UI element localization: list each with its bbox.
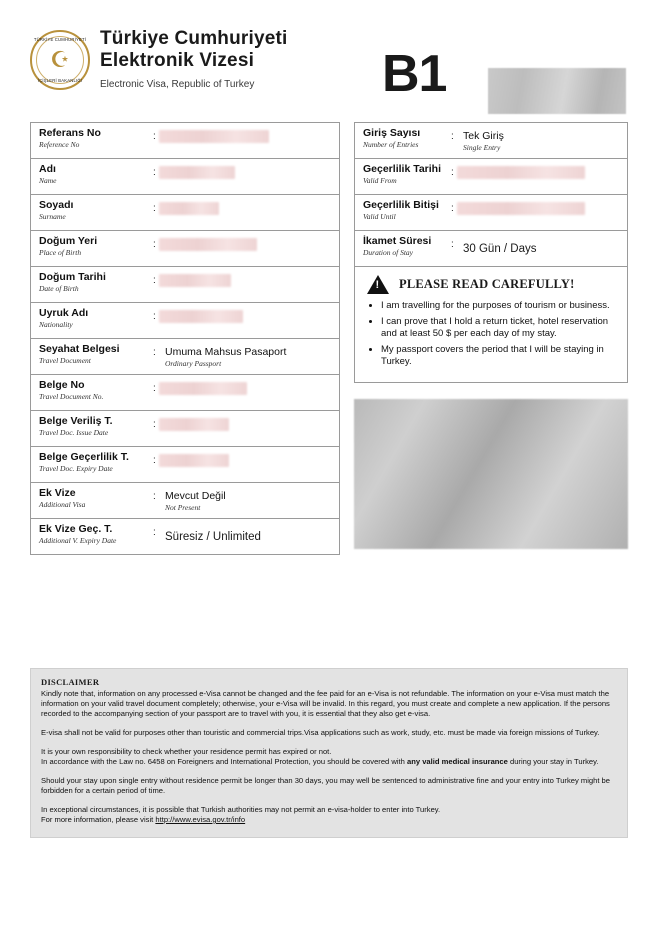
field-row — [355, 159, 627, 195]
field-value-tr: Umuma Mahsus Pasaport — [165, 345, 287, 358]
field-label-tr: İkamet Süresi — [363, 235, 432, 247]
field-label — [31, 375, 151, 410]
disclaimer-paragraph: Kindly note that, information on any processed e-Visa cannot be changed and the fee paid for an e-Visa is not refundable. The information on your e-Visa must match the information on your valid travel document completely; otherwise, your e-Visa will be invalid. In this regard, you must create and complete a new application. If the persons recorded to the accompanying section of your passport are to travel with you, it is essential that they also get e-visa. — [41, 689, 610, 718]
exception-line-1: In exceptional circumstances, it is possible that Turkish authorities may not permit an e-visa-holder to enter into Turkey. — [41, 805, 441, 814]
field-label-tr: Giriş Sayısı — [363, 127, 421, 139]
field-value-en: Not Present — [165, 502, 201, 512]
field-label — [31, 339, 151, 374]
field-value — [449, 231, 627, 266]
field-label — [355, 123, 449, 158]
field-label-tr: Soyadı — [39, 199, 74, 211]
field-label-en: Travel Doc. Expiry Date — [39, 464, 113, 473]
visa-details-table — [354, 122, 628, 267]
exception-line-2-prefix: For more information, please visit — [41, 815, 156, 824]
field-label — [31, 303, 151, 338]
field-label-tr: Seyahat Belgesi — [39, 343, 120, 355]
field-row — [31, 375, 339, 411]
field-label-en: Travel Doc. Issue Date — [39, 428, 109, 437]
title-line-2: Elektronik Vizesi — [100, 50, 255, 71]
field-label-tr: Adı — [39, 163, 56, 175]
disclaimer-title: DISCLAIMER — [41, 677, 100, 687]
disclaimer-stay-paragraph: Should your stay upon single entry without residence permit be longer than 30 days, you may well be sentenced to administrative fine and your entry into Turkey might be forbidden for a certain period of time. — [41, 776, 611, 795]
value-colon: : — [153, 383, 156, 394]
right-column — [354, 122, 628, 549]
value-colon: : — [153, 167, 156, 178]
value-colon: : — [153, 347, 156, 358]
evisa-info-link[interactable]: http://www.evisa.gov.tr/info — [155, 815, 246, 824]
field-label-tr: Ek Vize Geç. T. — [39, 523, 113, 535]
field-label-en: Travel Document No. — [39, 392, 104, 401]
personal-details-table — [30, 122, 340, 555]
field-label — [355, 195, 449, 230]
redacted-value — [159, 310, 243, 323]
field-value — [151, 123, 339, 158]
field-value — [449, 123, 627, 158]
redacted-value — [159, 166, 235, 179]
value-colon: : — [153, 239, 156, 250]
field-label — [31, 123, 151, 158]
warning-header — [363, 275, 619, 294]
seal-bottom-text: İÇİŞLERİ BAKANLIĞI — [37, 78, 83, 83]
field-row — [31, 483, 339, 519]
warning-list-item: • I can prove that I hold a return ticket, hotel reservation and at least 50 $ per each day of my stay. — [381, 316, 619, 341]
value-colon: : — [153, 527, 156, 538]
disclaimer-exception-paragraph — [41, 805, 617, 825]
field-label-tr: Geçerlilik Bitişi — [363, 199, 439, 211]
field-label-tr: Doğum Yeri — [39, 235, 98, 247]
field-label-en: Additional Visa — [39, 500, 86, 509]
field-row — [355, 123, 627, 159]
warning-title: PLEASE READ CAREFULLY! — [399, 277, 575, 291]
field-value-en: Ordinary Passport — [165, 358, 222, 368]
field-value — [151, 447, 339, 482]
warning-list-item: • My passport covers the period that I will be staying in Turkey. — [381, 344, 619, 369]
document-title-block — [100, 28, 288, 90]
field-row — [31, 339, 339, 375]
redacted-value — [159, 382, 247, 395]
fields-area — [30, 122, 628, 555]
field-row — [31, 519, 339, 555]
field-value — [151, 159, 339, 194]
field-value — [151, 483, 339, 518]
warning-box — [354, 267, 628, 383]
value-colon: : — [451, 239, 454, 250]
document-header — [30, 26, 628, 108]
field-row — [31, 231, 339, 267]
field-row — [31, 447, 339, 483]
left-column — [30, 122, 340, 555]
field-label-en: Reference No — [39, 140, 80, 149]
field-label — [31, 483, 151, 518]
field-value — [151, 267, 339, 302]
title-line-1: Türkiye Cumhuriyeti — [100, 28, 288, 49]
value-colon: : — [153, 419, 156, 430]
field-label-en: Valid Until — [363, 212, 396, 221]
crescent-star-icon: ☪ — [50, 47, 70, 72]
warning-list-item: • I am travelling for the purposes of tourism or business. — [381, 300, 619, 313]
field-label-en: Date of Birth — [39, 284, 79, 293]
field-value-tr: Tek Giriş — [463, 129, 504, 142]
field-label-tr: Belge Veriliş T. — [39, 415, 113, 427]
republic-of-turkey-seal-icon — [30, 30, 90, 90]
field-row — [31, 303, 339, 339]
field-label-tr: Geçerlilik Tarihi — [363, 163, 442, 175]
field-value — [449, 195, 627, 230]
disclaimer-box — [30, 668, 628, 838]
redacted-value — [159, 274, 231, 287]
field-value — [151, 411, 339, 446]
field-row — [355, 195, 627, 231]
value-colon: : — [451, 167, 454, 178]
field-row — [31, 411, 339, 447]
title-english: Electronic Visa, Republic of Turkey — [100, 79, 255, 90]
field-label-en: Place of Birth — [39, 248, 82, 257]
field-label-tr: Belge Geçerlilik T. — [39, 451, 129, 463]
value-colon: : — [153, 491, 156, 502]
redacted-value — [159, 202, 219, 215]
field-value-text: Süresiz / Unlimited — [165, 531, 261, 543]
field-value-tr: Mevcut Değil — [165, 489, 226, 502]
warning-triangle-icon — [367, 275, 389, 294]
value-colon: : — [153, 275, 156, 286]
field-label — [31, 411, 151, 446]
disclaimer-paragraphs — [41, 689, 617, 757]
field-value — [449, 159, 627, 194]
field-label-tr: Belge No — [39, 379, 85, 391]
field-label — [355, 231, 449, 266]
redacted-value — [159, 238, 257, 251]
redacted-value — [457, 202, 585, 215]
field-label-en: Number of Entries — [363, 140, 419, 149]
redacted-barcode-area — [488, 68, 626, 114]
field-label-tr: Doğum Tarihi — [39, 271, 106, 283]
field-label-tr: Referans No — [39, 127, 101, 139]
visa-code: B1 — [382, 45, 447, 103]
field-row — [31, 123, 339, 159]
law-prefix: In accordance with the Law no. 6458 on Foreigners and International Protection, you should be covered with — [41, 757, 407, 766]
field-value — [151, 303, 339, 338]
field-row — [355, 231, 627, 267]
field-label-en: Surname — [39, 212, 66, 221]
law-bold: any valid medical insurance — [407, 757, 508, 766]
law-suffix: during your stay in Turkey. — [507, 757, 599, 766]
redacted-photo-area — [354, 399, 628, 549]
field-value-en: Single Entry — [463, 142, 501, 152]
value-colon: : — [153, 203, 156, 214]
field-label — [31, 447, 151, 482]
field-value — [151, 231, 339, 266]
field-label — [355, 159, 449, 194]
redacted-value — [159, 454, 229, 467]
value-colon: : — [153, 455, 156, 466]
redacted-value — [457, 166, 585, 179]
field-label-tr: Uyruk Adı — [39, 307, 89, 319]
disclaimer-paragraph: E-visa shall not be valid for purposes other than touristic and commercial trips.Visa applications such as work, study, etc. must be made via foreign missions of Turkey. — [41, 728, 600, 737]
warning-list — [363, 300, 619, 369]
field-label — [31, 519, 151, 554]
redacted-value — [159, 418, 229, 431]
field-row — [31, 159, 339, 195]
field-label — [31, 231, 151, 266]
field-label-en: Valid From — [363, 176, 397, 185]
value-colon: : — [451, 131, 454, 142]
redacted-value — [159, 130, 269, 143]
field-label-en: Additional V. Expiry Date — [39, 536, 117, 545]
field-label-en: Name — [39, 176, 57, 185]
seal-top-text: TÜRKİYE CUMHURİYETİ — [33, 37, 87, 42]
field-value — [151, 519, 339, 554]
field-label-en: Duration of Stay — [363, 248, 413, 257]
field-label — [31, 267, 151, 302]
value-colon: : — [153, 311, 156, 322]
field-row — [31, 267, 339, 303]
field-label-en: Travel Document — [39, 356, 91, 365]
value-colon: : — [153, 131, 156, 142]
field-label — [31, 195, 151, 230]
disclaimer-paragraph: It is your own responsibility to check whether your residence permit has expired or not. — [41, 747, 332, 756]
disclaimer-law-paragraph — [41, 757, 617, 767]
field-value-text: 30 Gün / Days — [463, 243, 537, 255]
field-value — [151, 375, 339, 410]
field-label-en: Nationality — [39, 320, 73, 329]
field-label — [31, 159, 151, 194]
field-label-tr: Ek Vize — [39, 487, 76, 499]
field-value — [151, 195, 339, 230]
value-colon: : — [451, 203, 454, 214]
field-value — [151, 339, 339, 374]
field-row — [31, 195, 339, 231]
